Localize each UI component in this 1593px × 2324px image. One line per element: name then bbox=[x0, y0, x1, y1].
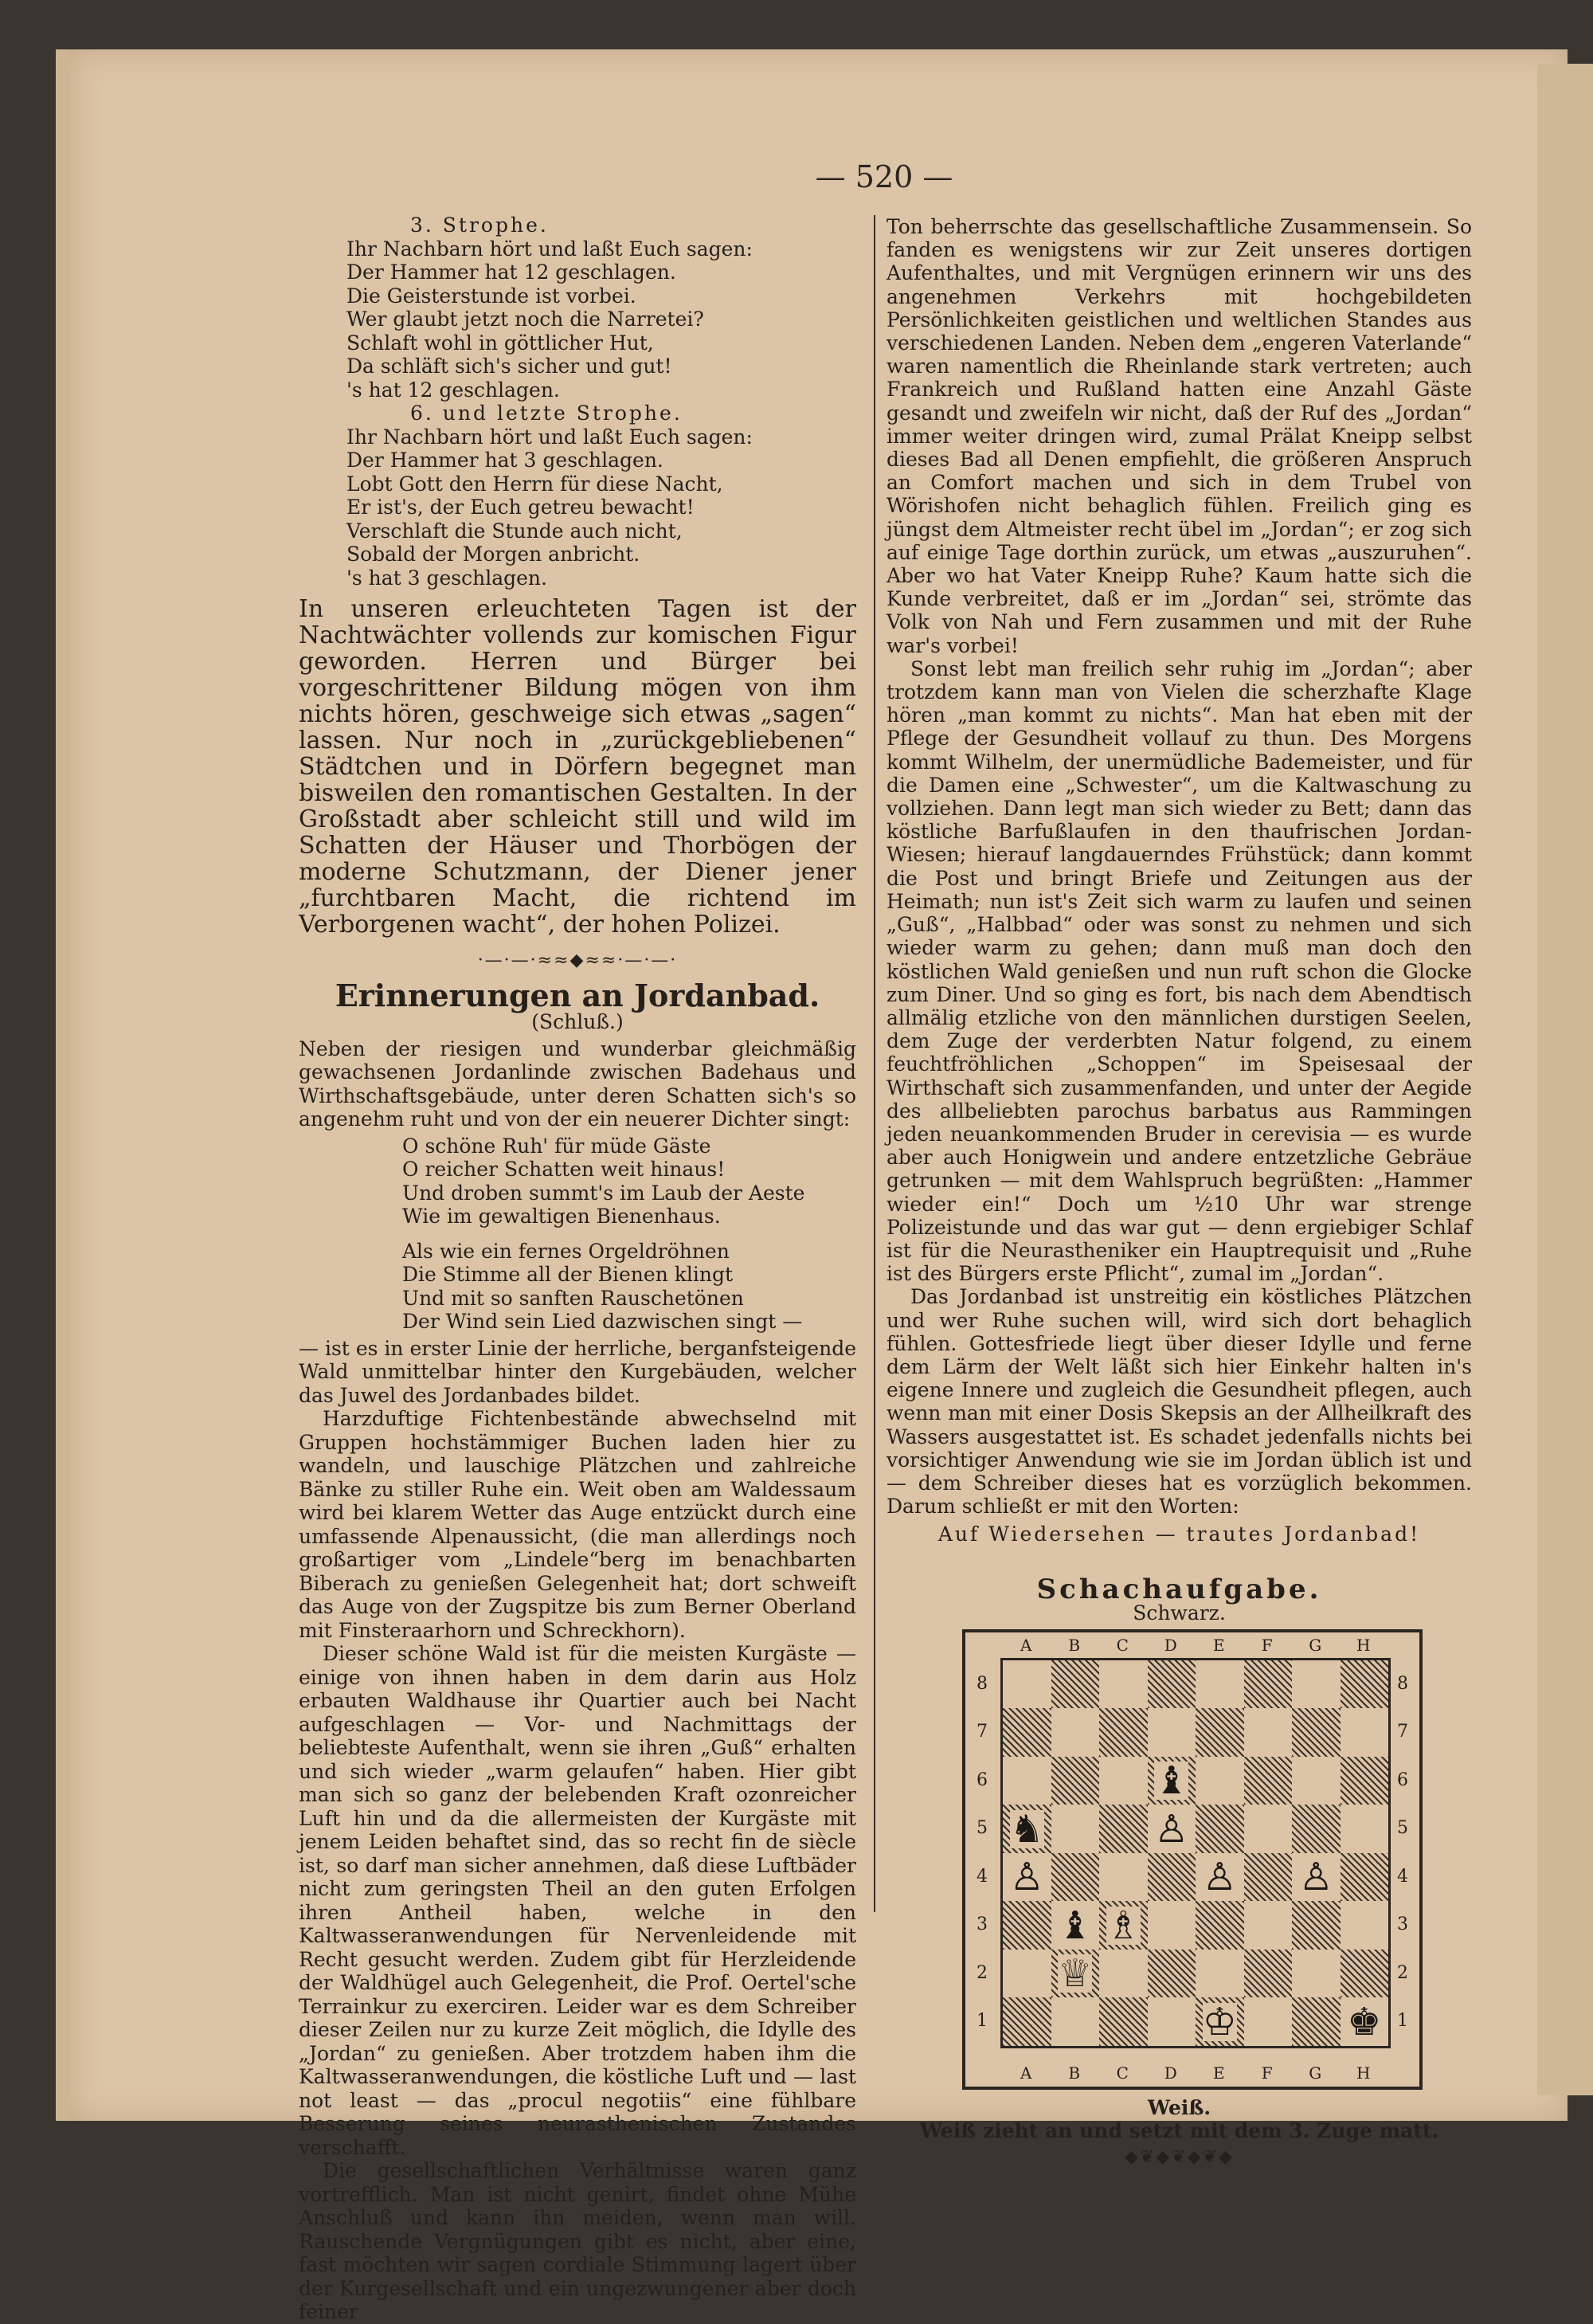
poem-line: O schöne Ruh' für müde Gäste bbox=[402, 1134, 711, 1158]
rank-labels-right bbox=[1397, 1660, 1408, 2045]
file-label: E bbox=[1212, 1635, 1225, 1655]
poem-line: Wie im gewaltigen Bienenhaus. bbox=[402, 1205, 721, 1228]
night-watch-paragraph: In unseren erleuchteten Tagen ist der Nachtwächter vollends zur komischen Figur geworden. Herren und Bürger bei vorgeschrittener Bildung mögen von ihm nichts hören, geschweige sich etwas „sagen“ lassen. Nur noch in „zurückgebliebenen“ Städtchen und in Dörfern begegnet man bisweilen den romantischen Gestalten. In der Großstadt aber schleicht still und wild im Schatten der Häuser und Thorbögen der moderne Schutzmann, der Diener jener „furchtbaren Macht, die richtend im Verborgenen wacht“, der hohen Polizei. bbox=[299, 595, 856, 939]
square-h4 bbox=[1341, 1853, 1389, 1902]
square-h7 bbox=[1341, 1708, 1389, 1757]
square-b7 bbox=[1051, 1708, 1100, 1757]
square-a3 bbox=[1003, 1901, 1051, 1950]
square-d1 bbox=[1148, 1997, 1196, 2046]
chess-piece-b2: ♕ bbox=[1058, 1951, 1093, 1997]
square-e4 bbox=[1196, 1853, 1244, 1902]
square-g3 bbox=[1292, 1901, 1341, 1950]
file-label: E bbox=[1212, 2063, 1225, 2083]
square-g6 bbox=[1292, 1757, 1341, 1805]
rank-label: 4 bbox=[1397, 1866, 1408, 1887]
square-b4 bbox=[1051, 1853, 1100, 1902]
square-d7 bbox=[1148, 1708, 1196, 1757]
square-e7 bbox=[1196, 1708, 1244, 1757]
poem-line: 's hat 3 geschlagen. bbox=[346, 566, 547, 590]
square-g4 bbox=[1292, 1853, 1341, 1902]
stanza-6-head: 6. und letzte Strophe. bbox=[410, 402, 683, 425]
stanza-6 bbox=[346, 402, 856, 590]
paragraph: Harzduftige Fichtenbestände abwechselnd mit Gruppen hochstämmiger Buchen laden hier zu wandeln, und lauschige Plätzchen und zahlreiche Bänke zu stiller Ruhe ein. Weit oben am Waldessaum wird bei klarem Wetter das Auge entzückt durch eine umfassende Alpenaussicht, (die man allerdings noch großartiger vom „Lindele“berg im benachbarten Biberach zu genießen Gelegenheit hat; dort schweift das Auge von der Zugspitze bis zum Berner Oberland mit Finsteraarhorn und Schreckhorn). bbox=[299, 1407, 856, 1642]
square-e6 bbox=[1196, 1757, 1244, 1805]
paragraph: Ton beherrschte das gesellschaftliche Zusammensein. So fanden es wenigstens wir zur Zeit unseres dortigen Aufenthaltes, und mit Vergnügen erinnern wir uns des angenehmen Verkehrs mit hochgebildeten Persönlichkeiten geistlichen und weltlichen Standes aus verschiedenen Landen. Neben dem „engeren Vaterlande“ waren namentlich die Rheinlande stark vertreten; auch Frankreich und Rußland hatten eine Anzahl Gäste gesandt und zweifeln wir nicht, daß der Ruf des „Jordan“ immer weiter dringen wird, zumal Prälat Kneipp selbst dieses Bad all Denen empfiehlt, die größeren Anspruch an Comfort machen und sich in dem Trubel von Wörishofen nicht behaglich fühlen. Freilich ging es jüngst dem Altmeister recht übel im „Jordan“; er zog sich auf einige Tage dorthin zurück, um etwas „auszuruhen“. Aber wo hat Vater Kneipp Ruhe? Kaum hatte sich die Kunde verbreitet, daß er im „Jordan“ sei, strömte das Volk von Nah und Fern zusammen und mit der Ruhe war's vorbei! bbox=[887, 215, 1472, 657]
file-labels-top bbox=[1002, 1634, 1388, 1657]
paragraph: Das Jordanbad ist unstreitig ein köstliches Plätzchen und wer Ruhe suchen will, wird sich dort behaglich fühlen. Gottesfriede liegt über dieser Idylle und ferne dem Lärm der Welt läßt sich hier Einkehr halten in's eigene Innere und zugleich die Gesundheit pflegen, auch wenn man mit einer Dosis Skepsis an der Allheilkraft des Wassers ausgestattet ist. Es schadet jedenfalls nichts bei vorsichtiger Anwendung wie sie im Jordan üblich ist und — dem Schreiber dieses hat es vorzüglich bekommen. Darum schließt er mit den Worten: bbox=[887, 1285, 1472, 1519]
rank-label: 5 bbox=[977, 1818, 988, 1839]
stanza-3-head: 3. Strophe. bbox=[410, 214, 549, 237]
poem-line: 's hat 12 geschlagen. bbox=[346, 378, 560, 402]
poem-line: Und droben summt's im Laub der Aeste bbox=[402, 1181, 805, 1205]
poem-line: Verschlaft die Stunde auch nicht, bbox=[346, 519, 683, 543]
poem-line: Der Hammer hat 3 geschlagen. bbox=[346, 449, 663, 472]
article-title: Erinnerungen an Jordanbad. bbox=[335, 977, 820, 1013]
poem-line: Ihr Nachbarn hört und laßt Euch sagen: bbox=[346, 237, 753, 261]
square-c4 bbox=[1099, 1853, 1148, 1902]
square-a4 bbox=[1003, 1853, 1051, 1902]
square-f2 bbox=[1244, 1950, 1293, 1998]
rank-labels-left bbox=[977, 1660, 988, 2045]
poem-line: Sobald der Morgen anbricht. bbox=[346, 543, 640, 566]
ornament-divider-bottom: ◆❦◆❦◆❦◆ bbox=[1125, 2147, 1234, 2168]
file-label: D bbox=[1164, 2063, 1177, 2083]
square-a7 bbox=[1003, 1708, 1051, 1757]
square-g5 bbox=[1292, 1805, 1341, 1853]
square-g7 bbox=[1292, 1708, 1341, 1757]
file-label: D bbox=[1164, 1635, 1177, 1655]
square-h5 bbox=[1341, 1805, 1389, 1853]
square-d4 bbox=[1148, 1853, 1196, 1902]
rank-label: 7 bbox=[1397, 1722, 1408, 1742]
square-f6 bbox=[1244, 1757, 1293, 1805]
chess-piece-d6: ♝ bbox=[1154, 1758, 1189, 1804]
rank-label: 3 bbox=[977, 1914, 988, 1935]
file-label: B bbox=[1068, 1635, 1081, 1655]
rank-label: 2 bbox=[977, 1962, 988, 1983]
square-g2 bbox=[1292, 1950, 1341, 1998]
square-f3 bbox=[1244, 1901, 1293, 1950]
square-g1 bbox=[1292, 1997, 1341, 2046]
stanza-3 bbox=[346, 214, 856, 402]
rank-label: 6 bbox=[1397, 1769, 1408, 1790]
square-f5 bbox=[1244, 1805, 1293, 1853]
linden-poem bbox=[402, 1135, 856, 1334]
article-subtitle: (Schluß.) bbox=[531, 1010, 624, 1033]
square-b1 bbox=[1051, 1997, 1100, 2046]
left-column bbox=[299, 214, 856, 2324]
chess-task: Weiß zieht an und setzt mit dem 3. Zuge matt. bbox=[919, 2119, 1439, 2143]
chess-board bbox=[1000, 1658, 1391, 2048]
poem-line: Ihr Nachbarn hört und laßt Euch sagen: bbox=[346, 425, 753, 449]
square-e1 bbox=[1196, 1997, 1244, 2046]
file-label: H bbox=[1356, 2063, 1371, 2083]
chess-piece-e1: ♔ bbox=[1202, 1999, 1237, 2044]
chess-piece-b3: ♝ bbox=[1058, 1903, 1093, 1948]
rank-label: 1 bbox=[977, 2011, 988, 2032]
square-c6 bbox=[1099, 1757, 1148, 1805]
paragraph: Die gesellschaftlichen Verhältnisse waren ganz vortrefflich. Man ist nicht genirt, findet ohne Mühe Anschluß und kann ihn meiden, wenn man will. Rauschende Vergnügungen gibt es nicht, aber eine, fast möchten wir sagen cordiale Stimmung lagert über der Kurgesellschaft und ein ungezwungener aber doch feiner bbox=[299, 2159, 856, 2323]
file-label: C bbox=[1116, 1635, 1129, 1655]
square-d5 bbox=[1148, 1805, 1196, 1853]
poem-line: Da schläft sich's sicher und gut! bbox=[346, 355, 672, 378]
rank-label: 8 bbox=[977, 1673, 988, 1694]
rank-label: 4 bbox=[977, 1866, 988, 1887]
file-label: G bbox=[1309, 2063, 1322, 2083]
poem-line: Der Wind sein Lied dazwischen singt — bbox=[402, 1310, 803, 1333]
poem-line: Er ist's, der Euch getreu bewacht! bbox=[346, 496, 695, 519]
chess-board-frame bbox=[962, 1629, 1423, 2090]
chess-piece-g4: ♙ bbox=[1298, 1855, 1333, 1900]
square-b8 bbox=[1051, 1660, 1100, 1709]
square-h3 bbox=[1341, 1901, 1389, 1950]
rank-label: 8 bbox=[1397, 1673, 1408, 1694]
chess-piece-a4: ♙ bbox=[1009, 1855, 1044, 1900]
square-b6 bbox=[1051, 1757, 1100, 1805]
file-label: H bbox=[1356, 1635, 1371, 1655]
poem-line: Als wie ein fernes Orgeldröhnen bbox=[402, 1239, 730, 1263]
farewell-line: Auf Wiedersehen — trautes Jordanbad! bbox=[937, 1523, 1421, 1546]
poem-line: Wer glaubt jetzt noch die Narretei? bbox=[346, 308, 704, 331]
file-labels-bottom bbox=[1002, 2062, 1388, 2085]
square-c3 bbox=[1099, 1901, 1148, 1950]
chess-piece-c3: ♗ bbox=[1106, 1903, 1141, 1948]
square-f8 bbox=[1244, 1660, 1293, 1709]
square-a1 bbox=[1003, 1997, 1051, 2046]
square-d8 bbox=[1148, 1660, 1196, 1709]
square-e3 bbox=[1196, 1901, 1244, 1950]
chess-problem-title: Schachaufgabe. bbox=[1036, 1573, 1322, 1605]
rank-label: 1 bbox=[1397, 2011, 1408, 2032]
square-g8 bbox=[1292, 1660, 1341, 1709]
square-a2 bbox=[1003, 1950, 1051, 1998]
square-h8 bbox=[1341, 1660, 1389, 1709]
chess-black-label: Schwarz. bbox=[1133, 1601, 1226, 1624]
poem-line: Schlaft wohl in göttlicher Hut, bbox=[346, 331, 654, 355]
chess-piece-e4: ♙ bbox=[1202, 1855, 1237, 1900]
chess-piece-a5: ♞ bbox=[1009, 1806, 1044, 1852]
page-number: — 520 — bbox=[815, 159, 953, 194]
poem-line: Der Hammer hat 12 geschlagen. bbox=[346, 261, 676, 284]
paragraph: — ist es in erster Linie der herrliche, berganfsteigende Wald unmittelbar hinter den Kurgebäuden, welcher das Juwel des Jordanbades bildet. bbox=[299, 1336, 856, 1407]
square-c5 bbox=[1099, 1805, 1148, 1853]
square-a5 bbox=[1003, 1805, 1051, 1853]
square-c7 bbox=[1099, 1708, 1148, 1757]
poem-line: Die Stimme all der Bienen klingt bbox=[402, 1263, 734, 1286]
intro-paragraph: Neben der riesigen und wunderbar gleichmäßig gewachsenen Jordanlinde zwischen Badehaus und Wirthschaftsgebäude, unter deren Schatten sich's so angenehm ruht und von der ein neuerer Dichter singt: bbox=[299, 1037, 856, 1131]
square-h2 bbox=[1341, 1950, 1389, 1998]
paragraph: Dieser schöne Wald ist für die meisten Kurgäste — einige von ihnen haben in dem darin aus Holz erbauten Waldhause ihr Quartier auch bei Nacht aufgeschlagen — Vor- und Nachmittags der beliebteste Aufenthalt, wenn sie ihren „Guß“ erhalten und sich wieder „warm gelaufen“ haben. Hier gibt man sich so ganz der belebenden Kraft ozonreicher Luft hin und da die allermeisten der Kurgäste mit jenem Leiden behaftet sind, das so recht fin de siècle ist, so darf man sicher annehmen, daß diese Luftbäder nicht zum geringsten Theil an den guten Erfolgen ihren Antheil haben, welche in den Kaltwasseranwendungen für Nervenleidende mit Recht gesucht werden. Zudem gibt für Herzleidende der Waldhügel auch Gelegenheit, die Prof. Oertel'sche Terrainkur zu exerciren. Leider war es dem Schreiber dieser Zeilen nur zu kurze Zeit möglich, die Idylle des „Jordan“ zu genießen. Aber trotzdem haben ihm die Kaltwasseranwendungen, die köstliche Luft und — last not least — das „procul negotiis“ eine fühlbare Besserung seines neurasthenischen Zustandes verschafft. bbox=[299, 1642, 856, 2159]
square-c1 bbox=[1099, 1997, 1148, 2046]
chess-piece-h1: ♚ bbox=[1347, 1999, 1382, 2044]
square-c2 bbox=[1099, 1950, 1148, 1998]
poem-line: Und mit so sanften Rauschetönen bbox=[402, 1286, 744, 1310]
paragraph: Sonst lebt man freilich sehr ruhig im „Jordan“; aber trotzdem kann man von Vielen die scherzhafte Klage hören „man kommt zu nichts“. Man hat eben mit der Pflege der Gesundheit vollauf zu thun. Des Morgens kommt Wilhelm, der unermüdliche Bademeister, und für die Damen eine „Schwester“, um die Kaltwaschung zu vollziehen. Dann legt man sich wieder zu Bett; dann das köstliche Barfußlaufen in den thaufrischen Jordan-Wiesen; hierauf langdauerndes Frühstück; dann kommt die Post und bringt Briefe und Zeitungen aus der Heimath; nun ist's Zeit sich warm zu laufen und seinen „Guß“, „Halbbad“ oder was sonst zu nehmen und sich wieder warm zu gehen; dann muß man doch den köstlichen Wald genießen und nun ruft schon die Glocke zum Diner. Und so ging es fort, bis nach dem Abendtisch allmälig etzliche von den männlichen durstigen Seelen, dem Zuge der verderbten Natur folgend, zu einem feuchtfröhlichen „Schoppen“ im Speisesaal der Wirthschaft sich zusammenfanden, und unter der Aegide des allbeliebten parochus barbatus aus Rammingen jeden neuankommenden Bruder in cerevisia — es wurde aber auch Honigwein und andere entzetzliche Gebräue getrunken — mit dem Wahlspruch begrüßten: „Hammer wieder ein!“ Doch um ½10 Uhr war strenge Polizeistunde und das war gut — denn ergiebiger Schlaf ist für die Neurastheniker ein Hauptrequisit und „Ruhe ist des Bürgers erste Pflicht“, zumal im „Jordan“. bbox=[887, 656, 1472, 1286]
square-a6 bbox=[1003, 1757, 1051, 1805]
square-h6 bbox=[1341, 1757, 1389, 1805]
square-h1 bbox=[1341, 1997, 1389, 2046]
square-e5 bbox=[1196, 1805, 1244, 1853]
file-label: A bbox=[1020, 1635, 1032, 1655]
square-d2 bbox=[1148, 1950, 1196, 1998]
rank-label: 3 bbox=[1397, 1914, 1408, 1935]
file-label: F bbox=[1261, 2063, 1273, 2083]
square-d6 bbox=[1148, 1757, 1196, 1805]
right-column bbox=[887, 215, 1472, 2169]
chess-white-label: Weiß. bbox=[1147, 2095, 1211, 2119]
rank-label: 6 bbox=[977, 1769, 988, 1790]
square-b5 bbox=[1051, 1805, 1100, 1853]
square-f4 bbox=[1244, 1853, 1293, 1902]
file-label: C bbox=[1116, 2063, 1129, 2083]
rank-label: 5 bbox=[1397, 1818, 1408, 1839]
file-label: F bbox=[1261, 1635, 1273, 1655]
chess-piece-d5: ♙ bbox=[1154, 1806, 1189, 1852]
square-f1 bbox=[1244, 1997, 1293, 2046]
file-label: A bbox=[1020, 2063, 1032, 2083]
rank-label: 2 bbox=[1397, 1962, 1408, 1983]
file-label: G bbox=[1309, 1635, 1322, 1655]
column-divider bbox=[874, 215, 875, 1912]
chess-grid bbox=[1003, 1660, 1388, 2046]
square-c8 bbox=[1099, 1660, 1148, 1709]
square-d3 bbox=[1148, 1901, 1196, 1950]
square-e8 bbox=[1196, 1660, 1244, 1709]
square-b3 bbox=[1051, 1901, 1100, 1950]
square-e2 bbox=[1196, 1950, 1244, 1998]
square-f7 bbox=[1244, 1708, 1293, 1757]
next-page-edge bbox=[1537, 64, 1593, 2095]
square-a8 bbox=[1003, 1660, 1051, 1709]
poem-line: O reicher Schatten weit hinaus! bbox=[402, 1158, 726, 1181]
square-b2 bbox=[1051, 1950, 1100, 1998]
rank-label: 7 bbox=[977, 1722, 988, 1742]
poem-line: Die Geisterstunde ist vorbei. bbox=[346, 284, 636, 308]
poem-line: Lobt Gott den Herrn für diese Nacht, bbox=[346, 472, 723, 496]
file-label: B bbox=[1068, 2063, 1081, 2083]
ornament-divider: ·—·—·≈≈◆≈≈·—·—· bbox=[477, 950, 678, 970]
